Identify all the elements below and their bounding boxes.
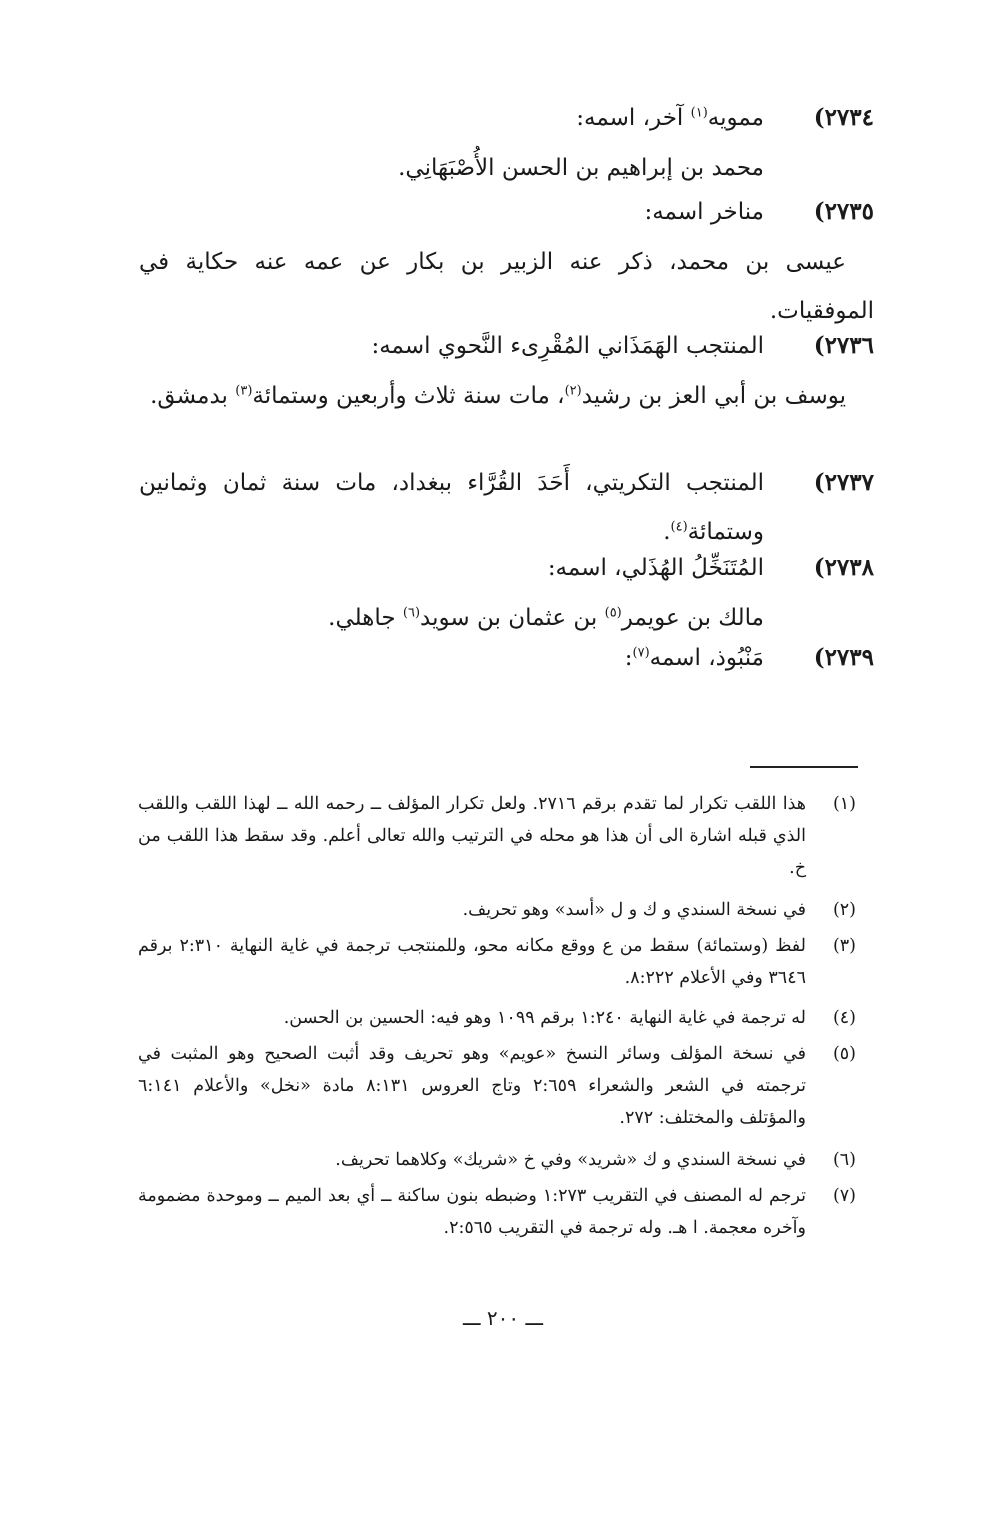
- footnote-ref: (٦): [402, 605, 421, 621]
- footnote-number: (٦): [832, 1150, 856, 1170]
- entry-number: ٢٧٣٧): [813, 469, 874, 496]
- footnote-text: له ترجمة في غاية النهاية ١:٢٤٠ برقم ١٠٩٩ وهو فيه: الحسين بن الحسن.: [283, 1008, 806, 1028]
- entry-2734: [139, 98, 874, 193]
- entry-title: المنتجب التكريتي، أَحَدَ القُرَّاء ببغداد، مات سنة ثمان وثمانين وستمائة$^{(٤)}$.: [139, 470, 764, 545]
- footnote-number: (٧): [832, 1186, 856, 1206]
- entry-body: محمد بن إبراهيم بن الحسن الأُصْبَهَانِي.: [398, 155, 764, 181]
- footnote-3: [138, 930, 856, 994]
- footnote-ref: (٢): [564, 383, 582, 399]
- footnote-ref: (٧): [632, 645, 650, 661]
- footnote-2: [138, 894, 856, 926]
- entry-body: عيسى بن محمد، ذكر عنه الزبير بن بكار عن عمه عنه حكاية في الموفقيات.: [139, 249, 874, 324]
- entry-body: يوسف بن أبي العز بن رشيد$^{(٢)}$، مات سنة ثلاث وأربعين وستمائة$^{(٣)}$ بدمشق.: [150, 383, 846, 409]
- footnote-ref: (٤): [670, 519, 688, 535]
- entry-2738: [139, 548, 874, 643]
- footnote-text: لفظ (وستمائة) سقط من ع ووقع مكانه محو، وللمنتجب ترجمة في غاية النهاية ٢:٣١٠ برقم ٣٦٤٦ وفي الأعلام ٨:٢٢٢.: [138, 936, 806, 988]
- entry-number: ٢٧٣٩): [813, 644, 874, 671]
- footnote-text: ترجم له المصنف في التقريب ١:٢٧٣ وضبطه بنون ساكنة ــ أي بعد الميم ــ وموحدة مضمومة وآخره معجمة. ا هـ. وله ترجمة في التقريب ٢:٥٦٥.: [138, 1186, 806, 1238]
- footnote-1: [138, 788, 856, 884]
- entry-body: مالك بن عويمر$^{(٥)}$ بن عثمان بن سويد$^{(٦)}$ جاهلي.: [328, 605, 764, 631]
- footnote-ref: (١): [690, 105, 708, 121]
- entry-number: ٢٧٣٦): [813, 332, 874, 359]
- entry-number: ٢٧٣٨): [813, 554, 874, 581]
- entry-title: ممويه$^{(١)}$ آخر، اسمه:: [576, 105, 764, 131]
- entry-2735: [139, 192, 874, 336]
- footnote-text: هذا اللقب تكرار لما تقدم برقم ٢٧١٦. ولعل تكرار المؤلف ــ رحمه الله ــ لهذا اللقب واللقب الذي قبله اشارة الى أن هذا هو محله في الترتيب والله تعالى أعلم. وقد سقط هذا اللقب من خ.: [138, 794, 807, 878]
- footnote-text: في نسخة السندي و ك و ل «أسد» وهو تحريف.: [462, 900, 806, 920]
- entry-title: المنتجب الهَمَذَاني المُقْرِىء النَّحوي اسمه:: [371, 333, 764, 359]
- footnote-ref: (٣): [235, 383, 253, 399]
- entry-2739: [139, 638, 874, 678]
- entry-2736: [139, 326, 874, 421]
- entry-title: المُتَنَخِّلُ الهُذَلي، اسمه:: [547, 555, 764, 581]
- footnote-text: في نسخة المؤلف وسائر النسخ «عويم» وهو تحريف وقد أثبت الصحيح وهو المثبت في ترجمته في الشعر والشعراء ٢:٦٥٩ وتاج العروس ٨:١٣١ مادة «نخل» والأعلام ٦:١٤١ والمؤتلف والمختلف: ٢٧٢.: [138, 1044, 806, 1128]
- footnote-text: في نسخة السندي و ك «شريد» وفي خ «شريك» وكلاهما تحريف.: [335, 1150, 806, 1170]
- footnote-number: (٣): [832, 936, 856, 956]
- footnote-number: (١): [832, 794, 856, 814]
- footnote-6: [138, 1144, 856, 1176]
- entry-title: مَنْبُوذ، اسمه$^{(٧)}$:: [624, 645, 764, 671]
- footnote-7: [138, 1180, 856, 1244]
- entry-2737: [139, 458, 874, 557]
- footnote-number: (٢): [832, 900, 856, 920]
- entry-number: ٢٧٣٤): [813, 104, 874, 131]
- entry-title: مناخر اسمه:: [644, 199, 764, 225]
- footnote-ref: (٥): [604, 605, 622, 621]
- page-number: ـــ ٢٠٠ ـــ: [462, 1306, 544, 1330]
- footnote-number: (٥): [832, 1044, 856, 1064]
- footnote-separator: [750, 766, 858, 768]
- footnote-4: [138, 1002, 856, 1034]
- entry-number: ٢٧٣٥): [813, 198, 874, 225]
- footnote-5: [138, 1038, 856, 1134]
- footnote-number: (٤): [832, 1008, 856, 1028]
